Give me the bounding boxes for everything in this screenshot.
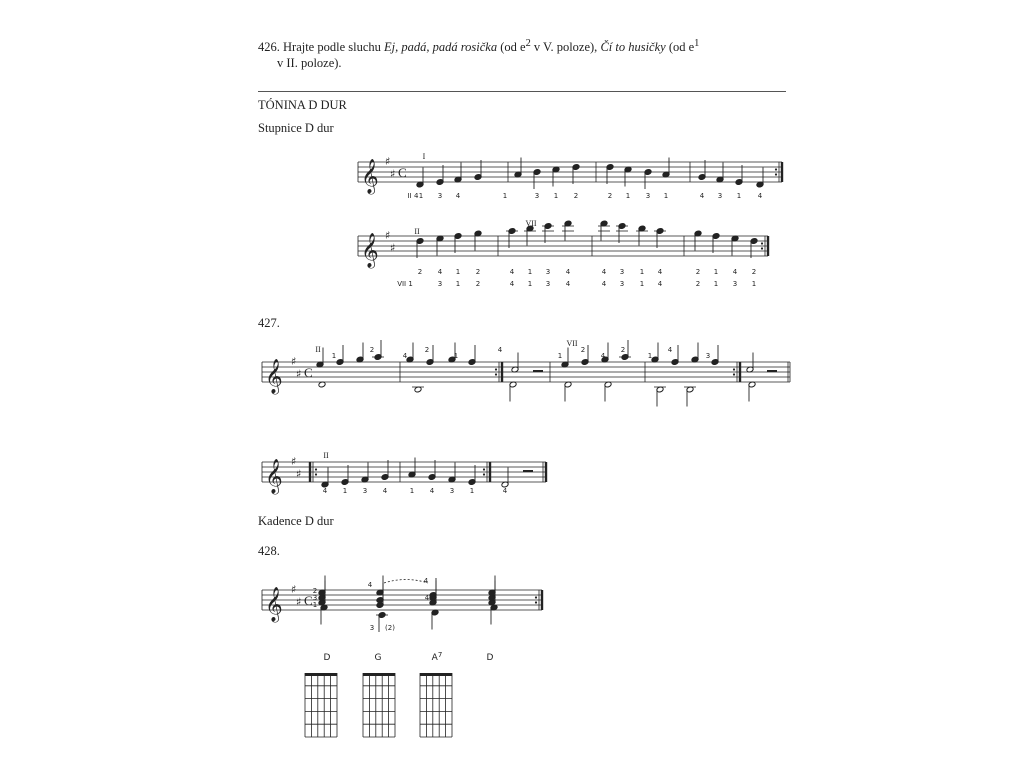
- fingering-number: 3: [437, 192, 443, 200]
- half-rest-icon: [523, 470, 533, 472]
- fingering-number: 4: [565, 280, 571, 288]
- fingering-number: 3: [705, 352, 711, 360]
- sharp-icon: ♯: [296, 367, 302, 381]
- fingering-number: 2: [573, 192, 579, 200]
- nut: [363, 673, 395, 676]
- text-fragment: (od e: [497, 40, 526, 55]
- fingering-number: 4: [565, 268, 571, 276]
- fingering-number: 1: [455, 280, 461, 288]
- note: [651, 343, 659, 363]
- chord-name: $A^7$: [431, 651, 443, 663]
- fingering-number: 4: [382, 487, 388, 495]
- chord-diagram: [363, 673, 395, 737]
- exercise-426-line2: v II. poloze).: [277, 56, 342, 71]
- note: [448, 463, 456, 483]
- song-title-2: Čí to husičky: [600, 40, 666, 55]
- fingering-number: 2: [620, 346, 626, 354]
- fingering-number: 4: [424, 594, 430, 602]
- sharp-icon: ♯: [291, 455, 297, 468]
- fingering-number: 4: [601, 268, 607, 276]
- note: [671, 345, 679, 365]
- note: [716, 163, 724, 183]
- note: [691, 343, 699, 363]
- fingering-number: 4: [322, 487, 328, 495]
- chord-suffix: 7: [437, 651, 443, 659]
- fingering-number: 3: [645, 192, 651, 200]
- chord-diagram: [420, 673, 452, 737]
- sharp-icon: ♯: [385, 229, 391, 242]
- repeat-dot: [315, 473, 317, 475]
- note: [356, 343, 364, 363]
- position-mark: I: [422, 152, 426, 161]
- note: [684, 386, 696, 406]
- note: [606, 164, 614, 184]
- common-time-icon: C: [304, 365, 313, 380]
- sharp-icon: ♯: [296, 595, 302, 609]
- fingering-number: 4: [455, 192, 461, 200]
- fingering-number: 4: [402, 352, 408, 360]
- repeat-dot: [761, 242, 763, 244]
- half-rest-icon: [767, 370, 777, 372]
- repeat-dot: [315, 468, 317, 470]
- text-fragment: (od e: [665, 40, 695, 55]
- position-mark: VII: [566, 339, 578, 348]
- treble-clef-icon: 𝄞: [361, 233, 379, 268]
- fingering-number: 4: [601, 280, 607, 288]
- chord-name: D: [486, 653, 494, 663]
- fingering-number: 1: [418, 192, 424, 200]
- fingering-number: 4: [657, 280, 663, 288]
- fingering-number: 2: [369, 346, 375, 354]
- note: [376, 576, 384, 596]
- note: [506, 228, 518, 248]
- fingering-number: 2: [475, 268, 481, 276]
- fingering-number: 3: [619, 280, 625, 288]
- tie-arc: [384, 580, 428, 584]
- note: [654, 228, 666, 248]
- note: [412, 386, 424, 393]
- treble-clef-icon: 𝄞: [265, 587, 283, 622]
- fingering-number: 1: [331, 352, 337, 360]
- fingering-number: 3: [717, 192, 723, 200]
- note: [514, 158, 522, 178]
- repeat-dot: [535, 601, 537, 603]
- fingering-number: 4: [757, 192, 763, 200]
- fingering-number: 3: [437, 280, 443, 288]
- note: [454, 233, 462, 253]
- fingering-number: 4: [497, 346, 503, 354]
- repeat-dot: [775, 173, 777, 175]
- fingering-number: 2: [580, 346, 586, 354]
- nut: [305, 673, 337, 676]
- superscript: 2: [525, 38, 531, 49]
- fingering-number: 1: [502, 192, 508, 200]
- fingering-number: 1: [342, 487, 348, 495]
- fingering-number: 3: [732, 280, 738, 288]
- note: [561, 348, 569, 368]
- fingering-number: 1: [713, 280, 719, 288]
- position-mark: II: [323, 451, 329, 460]
- nut: [420, 673, 452, 676]
- fingering-number: 4: [509, 280, 515, 288]
- chord-name: G: [374, 653, 382, 663]
- fingering-number: 4: [367, 581, 373, 589]
- note: [341, 465, 349, 485]
- note: [436, 165, 444, 185]
- fingering-number: 2: [312, 587, 318, 595]
- repeat-dot: [483, 473, 485, 475]
- fingering-number: 3: [449, 487, 455, 495]
- staff: [262, 362, 790, 382]
- note: [662, 158, 670, 178]
- chord-diagram: [305, 673, 337, 737]
- repeat-dot: [483, 468, 485, 470]
- note: [429, 578, 437, 598]
- note: [474, 160, 482, 180]
- note: [336, 345, 344, 365]
- note: [321, 468, 329, 488]
- sharp-icon: ♯: [390, 167, 396, 181]
- position-mark: II: [414, 227, 420, 236]
- note: [468, 465, 476, 485]
- fingering-number: 3: [545, 268, 551, 276]
- half-rest-icon: [533, 370, 543, 372]
- note: [616, 223, 628, 243]
- superscript: 1: [694, 38, 700, 49]
- note: [552, 166, 560, 186]
- note: [698, 160, 706, 180]
- note: [454, 163, 462, 183]
- fingering-number: 4: [429, 487, 435, 495]
- repeat-dot: [535, 596, 537, 598]
- note: [735, 165, 743, 185]
- fingering-number: 2: [695, 268, 701, 276]
- fingering-number: 1: [527, 280, 533, 288]
- fingering-number: 4: [699, 192, 705, 200]
- chord-name: D: [323, 653, 331, 663]
- staff: [262, 462, 546, 482]
- note: [746, 353, 754, 373]
- note: [511, 353, 519, 373]
- repeat-dot: [733, 368, 735, 370]
- common-time-icon: C: [304, 593, 313, 608]
- note: [624, 166, 632, 186]
- note: [748, 381, 756, 401]
- note: [533, 169, 541, 189]
- treble-clef-icon: 𝄞: [361, 159, 379, 194]
- fingering-number: 3: [619, 268, 625, 276]
- fingering-number: 1: [625, 192, 631, 200]
- sharp-icon: ♯: [291, 355, 297, 368]
- repeat-dot: [495, 368, 497, 370]
- fingering-number: 1: [453, 352, 459, 360]
- treble-clef-icon: 𝄞: [265, 459, 283, 494]
- fingering-number: 1: [312, 601, 318, 609]
- exercise-426-number: 426.: [258, 40, 280, 55]
- fingering-number: 4: [509, 268, 515, 276]
- note: [431, 609, 439, 629]
- note: [694, 230, 702, 250]
- fingering-number: 3: [369, 624, 375, 632]
- fingering-number: 3: [312, 594, 318, 602]
- fingering-number: 4: [502, 487, 508, 495]
- note: [598, 220, 610, 240]
- text-fragment: Hrajte podle sluchu: [283, 40, 385, 55]
- fingering-number: 2: [475, 280, 481, 288]
- note: [731, 235, 739, 255]
- fingering-number: II 4: [407, 192, 419, 200]
- position-mark: VII: [525, 219, 537, 228]
- note: [501, 468, 509, 488]
- note: [542, 223, 554, 243]
- fingering-number: VII 1: [397, 280, 413, 288]
- fingering-number: 1: [639, 268, 645, 276]
- text-fragment: v V. poloze),: [530, 40, 601, 55]
- fingering-number: 1: [713, 268, 719, 276]
- note: [562, 220, 574, 240]
- note: [750, 238, 758, 258]
- note: [318, 576, 326, 596]
- sharp-icon: ♯: [390, 241, 396, 255]
- note: [381, 460, 389, 480]
- fingering-number: 1: [639, 280, 645, 288]
- note: [636, 225, 648, 245]
- note: [604, 381, 612, 401]
- scale-title: Stupnice D dur: [258, 121, 334, 135]
- fingering-number: (2): [385, 624, 395, 632]
- position-mark: II: [315, 345, 321, 354]
- fingering-number: 1: [409, 487, 415, 495]
- fingering-number: 4: [600, 352, 606, 360]
- fingering-number: 1: [455, 268, 461, 276]
- fingering-number: 4: [667, 346, 673, 354]
- exercise-428-number: 428.: [258, 544, 280, 558]
- note: [524, 225, 536, 245]
- cadence-title: Kadence D dur: [258, 514, 334, 528]
- note: [468, 345, 476, 365]
- note: [436, 235, 444, 255]
- repeat-dot: [495, 373, 497, 375]
- fingering-number: 1: [527, 268, 533, 276]
- note: [428, 460, 436, 480]
- sharp-icon: ♯: [291, 583, 297, 596]
- note: [474, 230, 482, 250]
- note: [644, 169, 652, 189]
- note: [490, 604, 498, 624]
- song-title-1: Ej, padá, padá rosička: [384, 40, 498, 55]
- fingering-number: 2: [424, 346, 430, 354]
- treble-clef-icon: 𝄞: [265, 359, 283, 394]
- note: [406, 343, 414, 363]
- note: [509, 381, 517, 401]
- fingering-number: 1: [736, 192, 742, 200]
- fingering-number: 2: [751, 268, 757, 276]
- fingering-number: 4: [437, 268, 443, 276]
- note: [564, 381, 572, 401]
- fingering-number: 4: [423, 577, 429, 585]
- note: [572, 164, 580, 184]
- note: [416, 238, 424, 258]
- note: [756, 168, 764, 188]
- repeat-dot: [733, 373, 735, 375]
- fingering-number: 3: [362, 487, 368, 495]
- fingering-number: 3: [534, 192, 540, 200]
- fingering-number: 1: [469, 487, 475, 495]
- fingering-number: 1: [553, 192, 559, 200]
- fingering-number: 1: [557, 352, 563, 360]
- fingering-number: 1: [647, 352, 653, 360]
- section-title: TÓNINA D DUR: [258, 98, 347, 112]
- fingering-number: 2: [607, 192, 613, 200]
- note: [488, 576, 496, 596]
- common-time-icon: C: [398, 165, 407, 180]
- fingering-number: 4: [732, 268, 738, 276]
- sharp-icon: ♯: [385, 155, 391, 168]
- fingering-number: 2: [695, 280, 701, 288]
- note: [712, 233, 720, 253]
- repeat-dot: [761, 247, 763, 249]
- note: [654, 386, 666, 406]
- fingering-number: 1: [751, 280, 757, 288]
- note: [408, 458, 416, 478]
- fingering-number: 1: [663, 192, 669, 200]
- note: [711, 345, 719, 365]
- repeat-dot: [775, 168, 777, 170]
- note: [416, 168, 424, 188]
- exercise-427-number: 427.: [258, 316, 280, 330]
- fingering-number: 3: [545, 280, 551, 288]
- fingering-number: 2: [417, 268, 423, 276]
- note: [320, 604, 328, 624]
- sharp-icon: ♯: [296, 467, 302, 481]
- note: [361, 463, 369, 483]
- fingering-number: 4: [657, 268, 663, 276]
